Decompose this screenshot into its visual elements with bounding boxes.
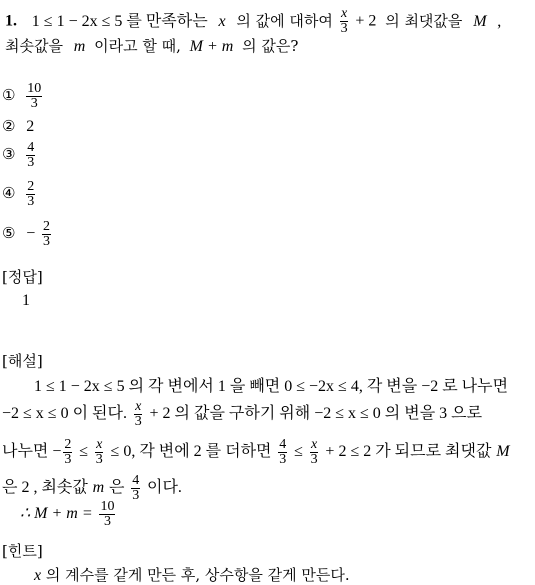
answer-heading: [정답] — [2, 268, 43, 286]
fraction-denominator: 3 — [27, 193, 35, 209]
fraction-denominator: 3 — [27, 154, 35, 170]
fraction-denominator: 3 — [279, 451, 287, 467]
explanation-fraction-min — [131, 474, 140, 503]
explanation-conclusion: ∴ M + m = — [20, 505, 93, 522]
question-comma: , — [497, 12, 502, 30]
option-3-fraction — [26, 141, 35, 170]
fraction-denominator: 3 — [134, 413, 142, 429]
option-4-fraction — [26, 180, 35, 209]
explanation-text-3c: + 2 ≤ 2 가 되므로 최댓값 — [325, 443, 492, 460]
option-1-fraction — [26, 82, 42, 111]
explanation-line-3 — [2, 434, 510, 469]
question-expr-Mm: M + m — [189, 38, 234, 55]
option-3[interactable] — [2, 137, 37, 171]
explanation-var-m: m — [92, 479, 105, 496]
option-4[interactable] — [2, 176, 37, 210]
fraction-numerator: 2 — [27, 178, 35, 194]
question-number: 1. — [5, 12, 17, 30]
option-4-mark: ④ — [2, 184, 16, 202]
fraction-denominator: 3 — [95, 451, 103, 467]
explanation-var-M: M — [496, 443, 510, 460]
fraction-denominator: 3 — [43, 233, 51, 249]
question-text-2c: 의 값은? — [242, 37, 299, 55]
question-line-2 — [5, 37, 298, 56]
question-inequality: 1 ≤ 1 − 2x ≤ 5 를 만족하는 — [31, 12, 208, 30]
explanation-le-2: ≤ — [294, 443, 303, 460]
fraction-numerator: x — [340, 6, 348, 21]
option-2[interactable] — [2, 117, 34, 136]
fraction-denominator: 3 — [132, 487, 140, 503]
fraction-numerator: 4 — [132, 472, 140, 488]
question-text-2a: 최솟값을 — [5, 37, 63, 55]
fraction-denominator: 3 — [340, 21, 348, 36]
fraction-denominator: 3 — [103, 513, 111, 529]
option-2-mark: ② — [2, 117, 16, 135]
question-text-2b: 이라고 할 때, — [94, 37, 181, 55]
explanation-text-4a: 은 2 , 최솟값 — [2, 479, 88, 496]
fraction-numerator: x — [96, 436, 103, 452]
explanation-le-1: ≤ — [79, 443, 88, 460]
explanation-text-4b: 은 — [108, 479, 125, 496]
question-fraction-x3 — [340, 7, 349, 36]
fraction-numerator: 10 — [100, 498, 115, 514]
option-3-mark: ③ — [2, 145, 16, 163]
explanation-text-2b: + 2 의 값을 구하기 위해 −2 ≤ x ≤ 0 의 변을 3 으로 — [149, 405, 483, 422]
hint-line — [34, 566, 350, 585]
fraction-denominator: 3 — [310, 451, 318, 467]
hint-text: 의 계수를 같게 만든 후, 상수항을 같게 만든다. — [45, 566, 350, 584]
question-var-m: m — [73, 38, 86, 55]
explanation-fraction-x3-c — [310, 438, 319, 467]
question-text-1c: 의 최댓값을 — [385, 11, 463, 30]
fraction-numerator: 4 — [27, 139, 35, 155]
explanation-line-2 — [2, 396, 482, 431]
hint-heading: [힌트] — [2, 542, 43, 560]
option-1[interactable] — [2, 78, 44, 112]
explanation-heading: [해설] — [2, 352, 43, 370]
option-2-value: 2 — [26, 118, 35, 135]
question-var-M: M — [473, 12, 487, 30]
explanation-text-2a: −2 ≤ x ≤ 0 이 된다. — [2, 405, 127, 422]
question-plus2: + 2 — [355, 12, 377, 30]
option-5-minus: − — [26, 225, 36, 242]
explanation-fraction-2-3 — [63, 438, 72, 467]
explanation-text-1: 1 ≤ 1 − 2x ≤ 5 의 각 변에서 1 을 빼면 0 ≤ −2x ≤ 4, 각 변을 −2 로 나누면 — [34, 378, 509, 395]
hint-var-x: x — [34, 567, 42, 584]
fraction-denominator: 3 — [30, 95, 38, 111]
explanation-fraction-x3 — [134, 400, 143, 429]
question-var-x: x — [218, 12, 226, 30]
fraction-denominator: 3 — [64, 451, 72, 467]
fraction-numerator: x — [311, 436, 318, 452]
fraction-numerator: 10 — [27, 80, 42, 96]
explanation-line-5 — [20, 496, 117, 531]
fraction-numerator: 2 — [64, 436, 72, 452]
question-line-1 — [5, 7, 501, 36]
explanation-fraction-4-3 — [278, 438, 287, 467]
fraction-numerator: 2 — [43, 218, 51, 234]
fraction-numerator: 4 — [279, 436, 287, 452]
explanation-line-1 — [34, 377, 508, 396]
question-text-1b: 의 값에 대하여 — [236, 11, 333, 30]
answer-value: 1 — [22, 292, 30, 309]
explanation-text-3a: 나누면 − — [2, 443, 62, 460]
explanation-text-3b: ≤ 0, 각 변에 2 를 더하면 — [110, 443, 272, 460]
option-5[interactable] — [2, 216, 53, 251]
fraction-numerator: x — [135, 398, 142, 414]
explanation-text-4c: 이다. — [146, 479, 182, 496]
option-1-mark: ① — [2, 86, 16, 104]
explanation-fraction-result — [99, 500, 115, 529]
explanation-fraction-x3-b — [95, 438, 104, 467]
option-5-mark: ⑤ — [2, 224, 16, 242]
option-5-fraction — [42, 220, 51, 249]
